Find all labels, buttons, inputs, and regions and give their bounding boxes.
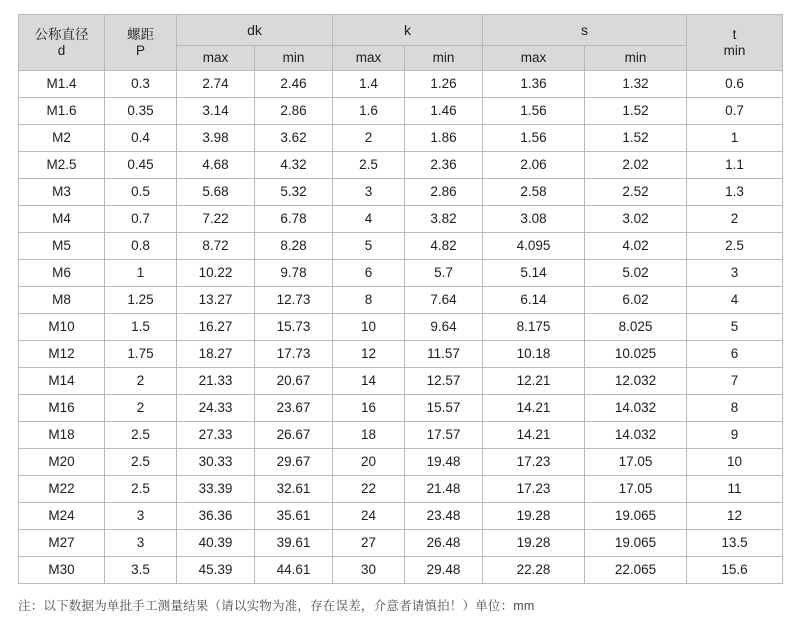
table-cell: 27 [333, 530, 405, 557]
table-cell: 1.3 [687, 179, 783, 206]
table-cell: 4 [687, 287, 783, 314]
table-cell: 0.7 [105, 206, 177, 233]
table-cell: M20 [19, 449, 105, 476]
table-cell: 1.6 [333, 98, 405, 125]
header-pitch-line2: P [135, 42, 145, 58]
table-cell: 12.73 [255, 287, 333, 314]
table-row [19, 449, 783, 476]
table-cell: 2.02 [585, 152, 687, 179]
table-row [19, 422, 783, 449]
table-cell: 36.36 [177, 503, 255, 530]
table-cell: 39.61 [255, 530, 333, 557]
table-cell: 3 [105, 530, 177, 557]
table-cell: 16.27 [177, 314, 255, 341]
table-row [19, 557, 783, 584]
table-cell: 22.065 [585, 557, 687, 584]
table-cell: 0.6 [687, 71, 783, 98]
table-cell: 1.4 [333, 71, 405, 98]
table-cell: 5.14 [483, 260, 585, 287]
table-cell: 16 [333, 395, 405, 422]
table-cell: 0.4 [105, 125, 177, 152]
table-cell: 21.48 [405, 476, 483, 503]
table-cell: 1.36 [483, 71, 585, 98]
table-cell: 5.32 [255, 179, 333, 206]
table-row [19, 530, 783, 557]
table-cell: 2.86 [405, 179, 483, 206]
subheader-s-min: min [585, 46, 687, 71]
table-cell: 8.72 [177, 233, 255, 260]
table-cell: 1.56 [483, 125, 585, 152]
header-row-groups [19, 15, 783, 46]
table-cell: 11.57 [405, 341, 483, 368]
column-header-t [687, 15, 783, 71]
table-cell: 8.025 [585, 314, 687, 341]
table-cell: 30 [333, 557, 405, 584]
table-cell: M14 [19, 368, 105, 395]
table-cell: 40.39 [177, 530, 255, 557]
table-cell: 24 [333, 503, 405, 530]
table-cell: 22.28 [483, 557, 585, 584]
table-cell: 17.05 [585, 449, 687, 476]
table-cell: 7 [687, 368, 783, 395]
table-row [19, 71, 783, 98]
table-row [19, 125, 783, 152]
table-row [19, 98, 783, 125]
table-cell: 7.64 [405, 287, 483, 314]
table-cell: 6 [333, 260, 405, 287]
table-row [19, 152, 783, 179]
table-cell: 17.05 [585, 476, 687, 503]
table-cell: 2.5 [105, 422, 177, 449]
table-cell: 18 [333, 422, 405, 449]
table-cell: 4.68 [177, 152, 255, 179]
table-cell: 17.23 [483, 476, 585, 503]
table-row [19, 368, 783, 395]
header-nominal-diameter-line2: d [57, 42, 66, 58]
table-cell: 1 [105, 260, 177, 287]
table-cell: 4.32 [255, 152, 333, 179]
table-cell: 23.48 [405, 503, 483, 530]
table-cell: 1.32 [585, 71, 687, 98]
table-cell: 2 [687, 206, 783, 233]
table-row [19, 206, 783, 233]
table-cell: M3 [19, 179, 105, 206]
table-cell: 3.14 [177, 98, 255, 125]
table-cell: 17.73 [255, 341, 333, 368]
table-cell: 3.62 [255, 125, 333, 152]
table-cell: 15.6 [687, 557, 783, 584]
subheader-k-min: min [405, 46, 483, 71]
table-cell: 14.21 [483, 422, 585, 449]
table-cell: 2.46 [255, 71, 333, 98]
table-cell: 2.5 [105, 449, 177, 476]
table-header [19, 15, 783, 71]
table-row [19, 287, 783, 314]
table-cell: 21.33 [177, 368, 255, 395]
table-cell: 19.065 [585, 530, 687, 557]
table-cell: M4 [19, 206, 105, 233]
table-cell: 4.095 [483, 233, 585, 260]
table-cell: 6.02 [585, 287, 687, 314]
column-header-k: k [333, 15, 483, 46]
table-cell: 0.3 [105, 71, 177, 98]
column-header-nominal-diameter [19, 15, 105, 71]
table-cell: M24 [19, 503, 105, 530]
table-cell: 18.27 [177, 341, 255, 368]
header-t-line1: t [732, 26, 737, 42]
table-cell: 30.33 [177, 449, 255, 476]
table-cell: 9.64 [405, 314, 483, 341]
table-cell: 4.82 [405, 233, 483, 260]
table-cell: 12.032 [585, 368, 687, 395]
table-cell: 2 [105, 368, 177, 395]
table-cell: 10 [687, 449, 783, 476]
table-cell: 1.86 [405, 125, 483, 152]
subheader-k-max: max [333, 46, 405, 71]
table-row [19, 503, 783, 530]
table-body [19, 71, 783, 584]
table-cell: 12.21 [483, 368, 585, 395]
table-cell: 35.61 [255, 503, 333, 530]
table-cell: 13.5 [687, 530, 783, 557]
table-cell: 45.39 [177, 557, 255, 584]
table-cell: 29.67 [255, 449, 333, 476]
table-cell: M2.5 [19, 152, 105, 179]
table-cell: M2 [19, 125, 105, 152]
table-cell: 8.175 [483, 314, 585, 341]
column-header-s: s [483, 15, 687, 46]
table-cell: 0.7 [687, 98, 783, 125]
table-cell: M16 [19, 395, 105, 422]
table-cell: 23.67 [255, 395, 333, 422]
table-cell: 8.28 [255, 233, 333, 260]
table-cell: 0.8 [105, 233, 177, 260]
table-cell: 3.02 [585, 206, 687, 233]
thread-dimensions-table [18, 14, 783, 584]
table-cell: 19.28 [483, 530, 585, 557]
table-cell: 8 [687, 395, 783, 422]
table-cell: M1.6 [19, 98, 105, 125]
table-cell: 3.82 [405, 206, 483, 233]
table-cell: 12.57 [405, 368, 483, 395]
table-cell: 4.02 [585, 233, 687, 260]
table-row [19, 260, 783, 287]
table-cell: 10 [333, 314, 405, 341]
table-cell: 5 [687, 314, 783, 341]
table-cell: 15.57 [405, 395, 483, 422]
subheader-dk-min: min [255, 46, 333, 71]
table-cell: 14 [333, 368, 405, 395]
table-cell: M30 [19, 557, 105, 584]
table-cell: 2.52 [585, 179, 687, 206]
column-header-pitch [105, 15, 177, 71]
table-cell: 19.28 [483, 503, 585, 530]
table-cell: 0.5 [105, 179, 177, 206]
table-cell: 2.5 [687, 233, 783, 260]
table-cell: 1 [687, 125, 783, 152]
table-cell: 32.61 [255, 476, 333, 503]
table-cell: 3.5 [105, 557, 177, 584]
table-cell: 14.032 [585, 395, 687, 422]
table-cell: 1.52 [585, 125, 687, 152]
table-cell: M18 [19, 422, 105, 449]
footnote: 注：以下数据为单批手工测量结果（请以实物为准，存在误差，介意者请慎拍！）单位：mm [18, 599, 535, 613]
table-cell: M22 [19, 476, 105, 503]
table-cell: 5 [333, 233, 405, 260]
table-cell: M12 [19, 341, 105, 368]
table-cell: 0.45 [105, 152, 177, 179]
table-cell: 2.74 [177, 71, 255, 98]
table-cell: 17.57 [405, 422, 483, 449]
table-cell: 26.48 [405, 530, 483, 557]
table-cell: M10 [19, 314, 105, 341]
table-cell: 4 [333, 206, 405, 233]
table-cell: 3.98 [177, 125, 255, 152]
table-cell: 5.02 [585, 260, 687, 287]
table-cell: 6.78 [255, 206, 333, 233]
table-cell: 3 [333, 179, 405, 206]
table-cell: 8 [333, 287, 405, 314]
table-cell: 1.75 [105, 341, 177, 368]
table-cell: 1.25 [105, 287, 177, 314]
table-cell: 3 [687, 260, 783, 287]
table-cell: 33.39 [177, 476, 255, 503]
subheader-s-max: max [483, 46, 585, 71]
table-cell: 2.06 [483, 152, 585, 179]
table-cell: 24.33 [177, 395, 255, 422]
table-cell: 12 [333, 341, 405, 368]
table-row [19, 233, 783, 260]
table-cell: 10.18 [483, 341, 585, 368]
table-cell: 14.032 [585, 422, 687, 449]
table-cell: 15.73 [255, 314, 333, 341]
table-cell: 5.68 [177, 179, 255, 206]
table-cell: 10.22 [177, 260, 255, 287]
table-cell: 0.35 [105, 98, 177, 125]
table-cell: 17.23 [483, 449, 585, 476]
table-cell: 26.67 [255, 422, 333, 449]
table-cell: 14.21 [483, 395, 585, 422]
table-cell: 9 [687, 422, 783, 449]
table-cell: M6 [19, 260, 105, 287]
table-cell: 2 [333, 125, 405, 152]
table-cell: 6 [687, 341, 783, 368]
subheader-dk-max: max [177, 46, 255, 71]
table-row [19, 395, 783, 422]
table-cell: M8 [19, 287, 105, 314]
table-cell: 1.26 [405, 71, 483, 98]
header-pitch-line1: 螺距 [127, 26, 154, 42]
table-cell: 13.27 [177, 287, 255, 314]
header-t-line2: min [723, 42, 746, 58]
table-cell: 27.33 [177, 422, 255, 449]
table-cell: 44.61 [255, 557, 333, 584]
table-cell: 2.5 [333, 152, 405, 179]
table-cell: 7.22 [177, 206, 255, 233]
table-cell: 3 [105, 503, 177, 530]
table-cell: M1.4 [19, 71, 105, 98]
table-cell: 2.58 [483, 179, 585, 206]
table-cell: 10.025 [585, 341, 687, 368]
column-header-dk: dk [177, 15, 333, 46]
table-cell: 2.5 [105, 476, 177, 503]
table-cell: 11 [687, 476, 783, 503]
table-cell: 1.52 [585, 98, 687, 125]
table-row [19, 314, 783, 341]
table-cell: 3.08 [483, 206, 585, 233]
table-cell: 2.36 [405, 152, 483, 179]
table-row [19, 476, 783, 503]
table-cell: 12 [687, 503, 783, 530]
table-cell: 1.56 [483, 98, 585, 125]
table-cell: 29.48 [405, 557, 483, 584]
table-cell: 1.46 [405, 98, 483, 125]
table-cell: 19.065 [585, 503, 687, 530]
table-cell: M5 [19, 233, 105, 260]
table-row [19, 341, 783, 368]
table-cell: 9.78 [255, 260, 333, 287]
table-cell: 5.7 [405, 260, 483, 287]
table-cell: 1.5 [105, 314, 177, 341]
table-cell: 22 [333, 476, 405, 503]
table-row [19, 179, 783, 206]
table-cell: 2 [105, 395, 177, 422]
header-nominal-diameter-line1: 公称直径 [34, 26, 89, 42]
table-cell: 2.86 [255, 98, 333, 125]
table-cell: 20.67 [255, 368, 333, 395]
table-cell: 19.48 [405, 449, 483, 476]
table-cell: 20 [333, 449, 405, 476]
table-cell: 6.14 [483, 287, 585, 314]
table-cell: M27 [19, 530, 105, 557]
table-cell: 1.1 [687, 152, 783, 179]
